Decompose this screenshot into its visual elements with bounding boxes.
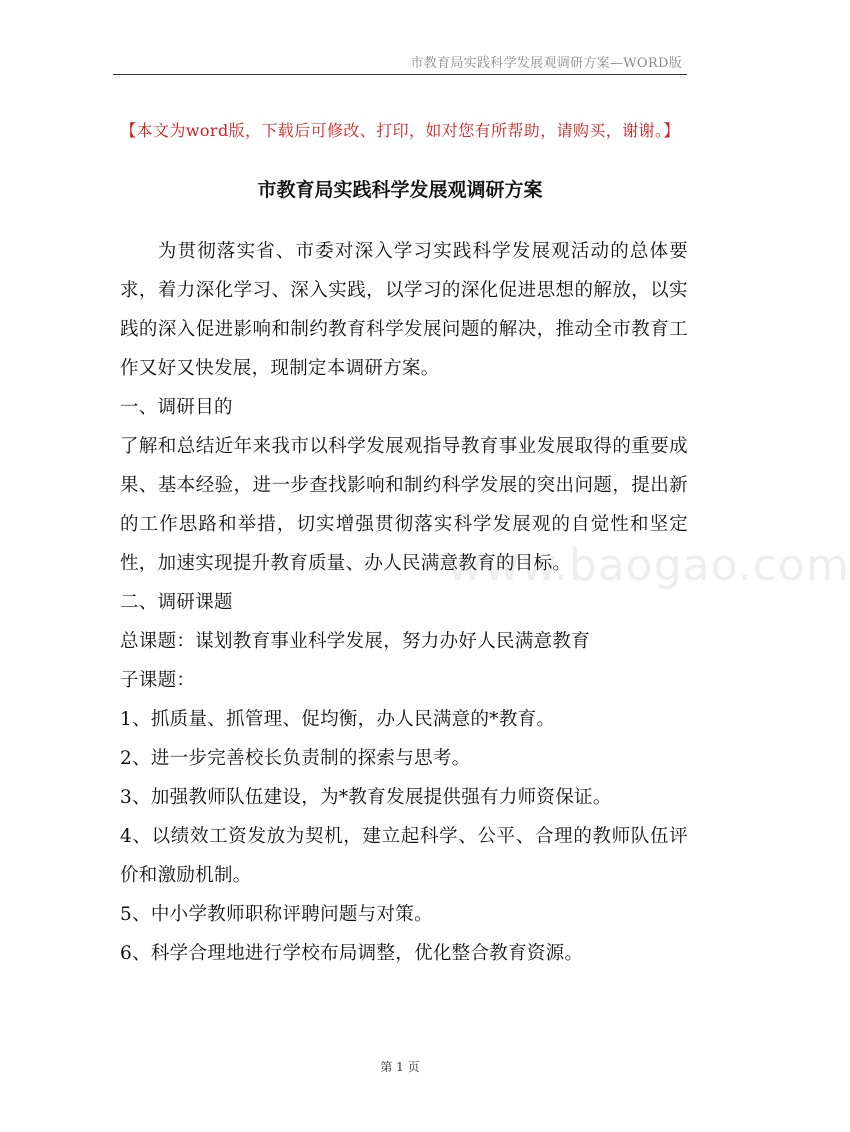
watermark: www.baogao.com xyxy=(447,540,850,591)
intro-paragraph: 为贯彻落实省、市委对深入学习实践科学发展观活动的总体要求，着力深化学习、深入实践，以学习的深化促进思想的解放，以实践的深入促进影响和制约教育科学发展问题的解决，推动全市教育工作又好又快发展，现制定本调研方案。 xyxy=(120,241,688,379)
list-item: 4、以绩效工资发放为契机，建立起科学、公平、合理的教师队伍评价和激励机制。 xyxy=(120,826,688,886)
section-heading-topics: 二、调研课题 xyxy=(120,592,233,613)
running-header: 市教育局实践科学发展观调研方案—WORD版 xyxy=(410,56,682,71)
main-topic: 总课题：谋划教育事业科学发展，努力办好人民满意教育 xyxy=(120,631,591,652)
list-item: 5、中小学教师职称评聘问题与对策。 xyxy=(120,904,433,925)
list-item: 1、抓质量、抓管理、促均衡，办人民满意的*教育。 xyxy=(120,709,556,730)
list-item: 2、进一步完善校长负责制的探索与思考。 xyxy=(120,748,471,769)
section-heading-purpose: 一、调研目的 xyxy=(120,397,233,418)
list-item: 3、加强教师队伍建设，为*教育发展提供强有力师资保证。 xyxy=(120,787,612,808)
document-title: 市教育局实践科学发展观调研方案 xyxy=(257,179,543,201)
purpose-paragraph: 了解和总结近年来我市以科学发展观指导教育事业发展取得的重要成果、基本经验，进一步查找影响和制约科学发展的突出问题，提出新的工作思路和举措，切实增强贯彻落实科学发展观的自觉性和坚定性，加速实现提升教育质量、办人民满意教育的目标。 xyxy=(120,436,688,574)
list-item: 6、科学合理地进行学校布局调整，优化整合教育资源。 xyxy=(120,943,584,964)
subtopics-label: 子课题： xyxy=(120,670,196,691)
page-number: 第 1 页 xyxy=(380,1060,420,1074)
header-rule xyxy=(113,74,687,75)
download-notice: 【本文为word版，下载后可修改、打印，如对您有所帮助，请购买，谢谢。】 xyxy=(120,121,680,140)
document-body xyxy=(120,232,688,973)
